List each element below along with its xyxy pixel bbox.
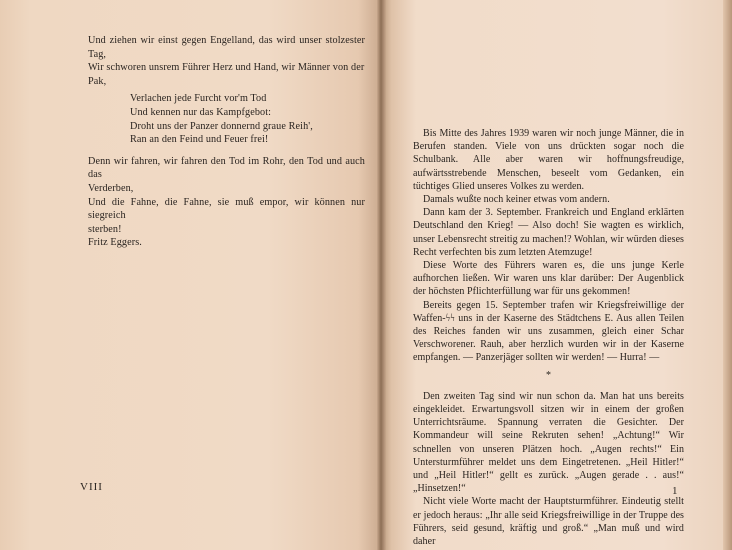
poem-line: Denn wir fahren, wir fahren den Tod im Rohr, den Tod und auch das: [88, 155, 365, 181]
stanza-line: Droht uns der Panzer donnernd graue Reih',: [130, 120, 313, 132]
poem-author: Fritz Eggers.: [88, 237, 142, 249]
stanza-line: Ran an den Feind und Feuer frei!: [130, 134, 269, 146]
paragraph: Diese Worte des Führers waren es, die uns junge Kerle aufhorchen ließen. Wir waren uns klar darüber: Der Augenblick der höchsten Pflichterfüllung war für uns gekommen!: [413, 260, 684, 298]
stanza-line: Und kennen nur das Kampfgebot:: [130, 106, 272, 118]
poem-block: [88, 34, 365, 250]
paragraph: Bereits gegen 15. September trafen wir Kriegsfreiwillige der Waffen-ϟϟ uns in der Kaserne des Städtchens E. Aus allen Teilen des Reiches fanden wir uns zusammen, gleich einer Schar Verschworener. Rauh, aber herzlich wurden wir in der Kaserne empfangen. — Panzerjäger sollten wir werden! — Hurra! —: [413, 299, 684, 364]
poem-line-end: Verderben,: [88, 182, 134, 194]
paragraph: Bis Mitte des Jahres 1939 waren wir noch junge Männer, die in Berufen standen. Viele von uns drückten sogar noch die Schulbank. Alle aber waren wir hoffnungsfreudige, aufwärtsstrebende Menschen, beseelt vom Gedanken, ein tüchtiges Glied unseres Volkes zu werden.: [413, 128, 684, 192]
prose-block: [413, 127, 684, 548]
poem-line-end: sterben!: [88, 223, 122, 235]
paragraph: Nicht viele Worte macht der Hauptsturmführer. Eindeutig stellt er jedoch heraus: „Ihr alle seid Kriegsfreiwillige in der Truppe des Führers, seid gesund, kräftig und groß.“ „Man muß und wird daher: [413, 496, 684, 548]
page-edge: [723, 0, 732, 550]
page-number-right: 1: [672, 485, 678, 497]
poem-line: Und ziehen wir einst gegen Engelland, das wird unser stolzester Tag,: [88, 35, 365, 60]
poem-line: Wir schworen unsrem Führer Herz und Hand, wir Männer von der: [88, 62, 365, 74]
paragraph: Den zweiten Tag sind wir nun schon da. Man hat uns bereits eingekleidet. Erwartungsvoll sitzen wir in einem der großen Unterrichtsräume. Spannung verraten die Gesichter. Der Kommandeur will seine Rekruten sehen! „Achtung!“ Wir schnellen von unseren Plätzen hoch. „Augen rechts!“ Ein Untersturmführer meldet uns dem Eingetretenen. „Heil Hitler!“ und „Heil Hitler!“ gellt es zurück. „Augen gerade . . aus!“ „Hinsetzen!“: [413, 390, 684, 495]
poem-stanza: [88, 92, 365, 146]
book-gutter: [376, 0, 386, 550]
stanza-line: Verlachen jede Furcht vor'm Tod: [130, 93, 267, 105]
paragraph: Dann kam der 3. September. Frankreich und England erklärten Deutschland den Krieg! — Also doch! Sie wagten es wirklich, unser Lebensrecht streitig zu machen!? Wohlan, wir würden dieses Recht verfechten bis zum letzten Atemzuge!: [413, 207, 684, 258]
page-number-left: VIII: [80, 481, 103, 493]
poem-line-end: Pak,: [88, 75, 107, 87]
poem-refrain: [88, 155, 365, 237]
section-separator: *: [545, 369, 552, 381]
paragraph: Damals wußte noch keiner etwas vom andern.: [423, 194, 610, 206]
poem-line: Und die Fahne, die Fahne, sie muß empor, wir können nur siegreich: [88, 196, 365, 222]
